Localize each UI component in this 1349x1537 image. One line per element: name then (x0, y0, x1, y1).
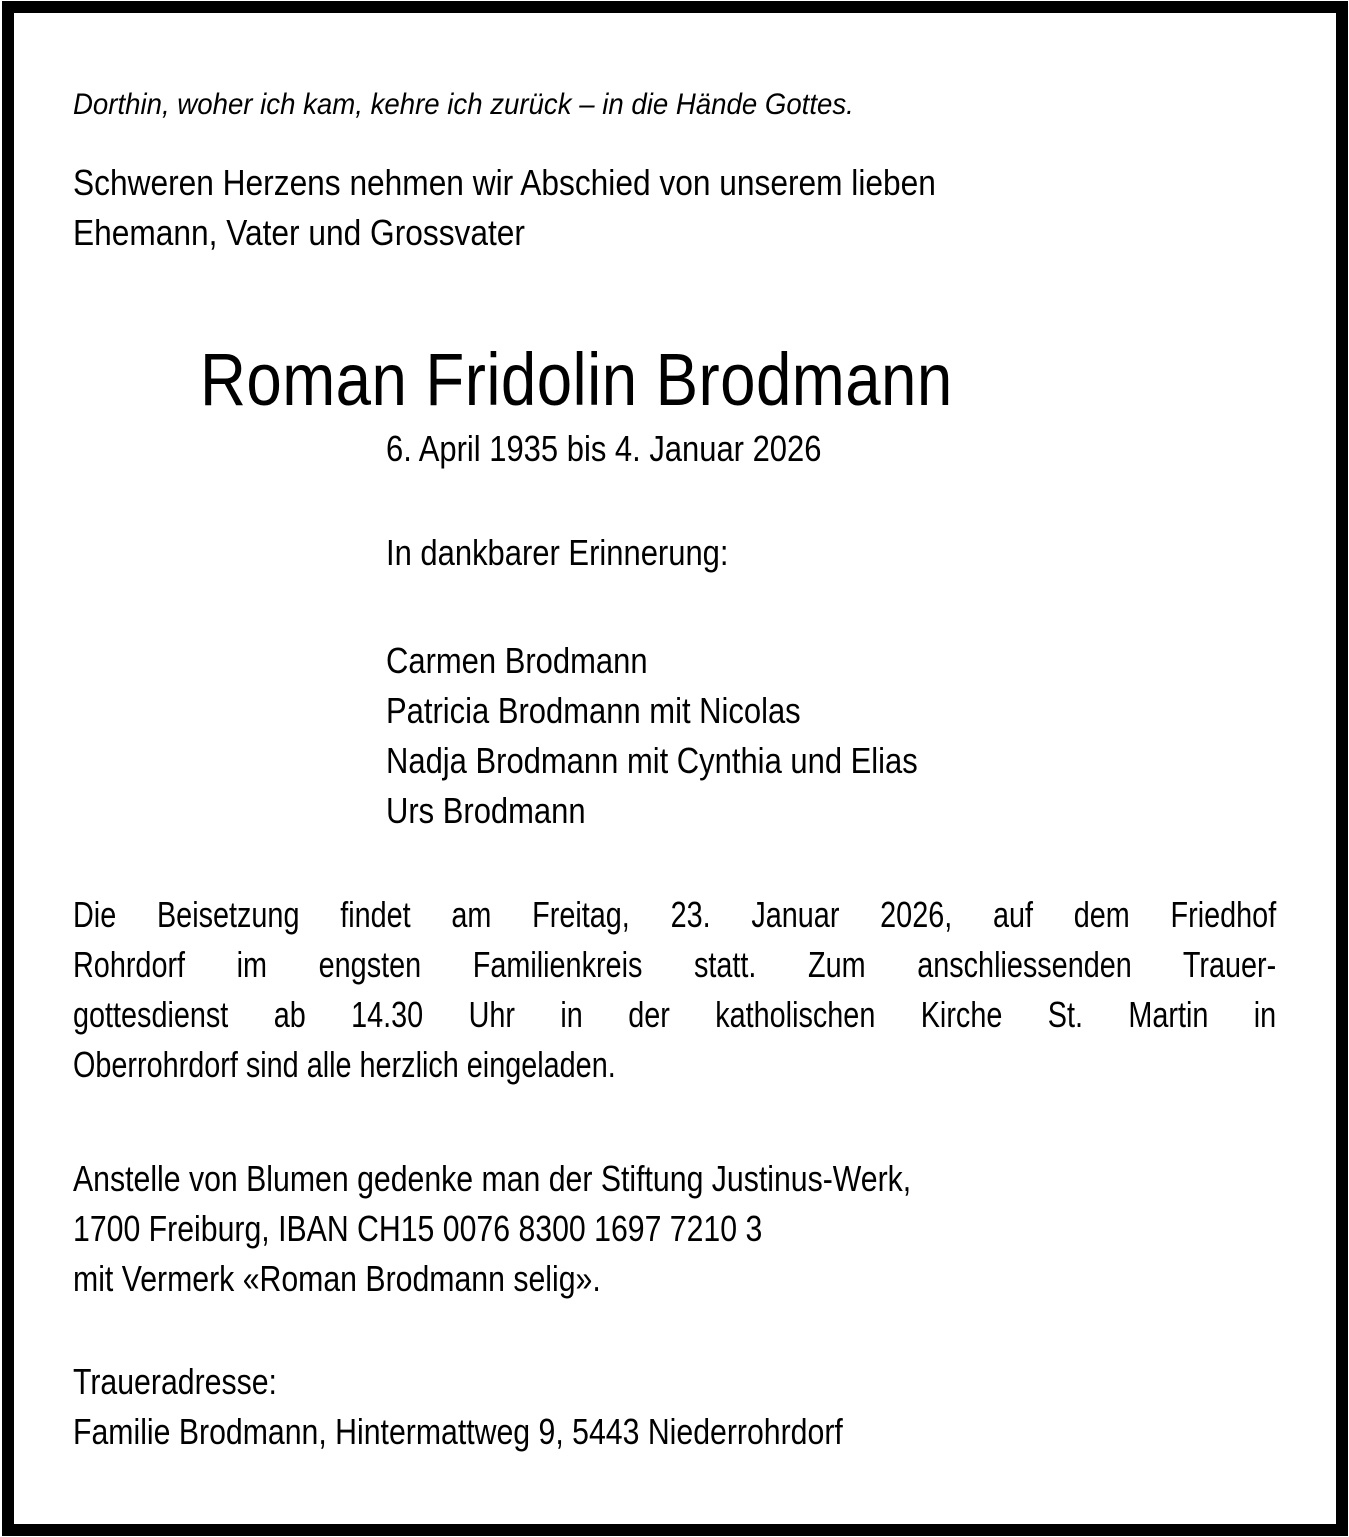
donation-paragraph (73, 1154, 1276, 1304)
donation-line: 1700 Freiburg, IBAN CH15 0076 8300 1697 7210 3 (73, 1208, 763, 1249)
address-label: Traueradresse: (73, 1361, 277, 1402)
mourner-item: Patricia Brodmann mit Nicolas (386, 690, 801, 731)
burial-line: Oberrohrdorf sind alle herzlich eingeladen. (73, 1044, 616, 1085)
donation-line: Anstelle von Blumen gedenke man der Stiftung Justinus-Werk, (73, 1158, 912, 1199)
mourner-item: Nadja Brodmann mit Cynthia und Elias (386, 740, 918, 781)
deceased-name: Roman Fridolin Brodmann (200, 338, 953, 421)
mourner-item: Carmen Brodmann (386, 640, 648, 681)
motto-quote: Dorthin, woher ich kam, kehre ich zurück – in die Hände Gottes. (73, 88, 854, 121)
address-text: Familie Brodmann, Hintermattweg 9, 5443 Niederrohrdorf (73, 1411, 843, 1452)
burial-paragraph (73, 890, 1276, 1090)
memory-heading: In dankbarer Erinnerung: (386, 532, 729, 573)
burial-line: gottesdienst ab 14.30 Uhr in der katholischen Kirche St. Martin in (73, 994, 1277, 1035)
mourner-item: Urs Brodmann (386, 790, 586, 831)
burial-line: Die Beisetzung findet am Freitag, 23. Januar 2026, auf dem Friedhof (73, 894, 1277, 935)
mourners-list (386, 636, 1004, 836)
intro-line: Ehemann, Vater und Grossvater (73, 212, 525, 253)
intro-text (73, 158, 936, 258)
mourning-address (73, 1357, 1276, 1457)
burial-line: Rohrdorf im engsten Familienkreis statt. Zum anschliessenden Trauer- (73, 944, 1277, 985)
life-dates: 6. April 1935 bis 4. Januar 2026 (386, 428, 822, 469)
donation-line: mit Vermerk «Roman Brodmann selig». (73, 1258, 601, 1299)
intro-line: Schweren Herzens nehmen wir Abschied von unserem lieben (73, 162, 936, 203)
